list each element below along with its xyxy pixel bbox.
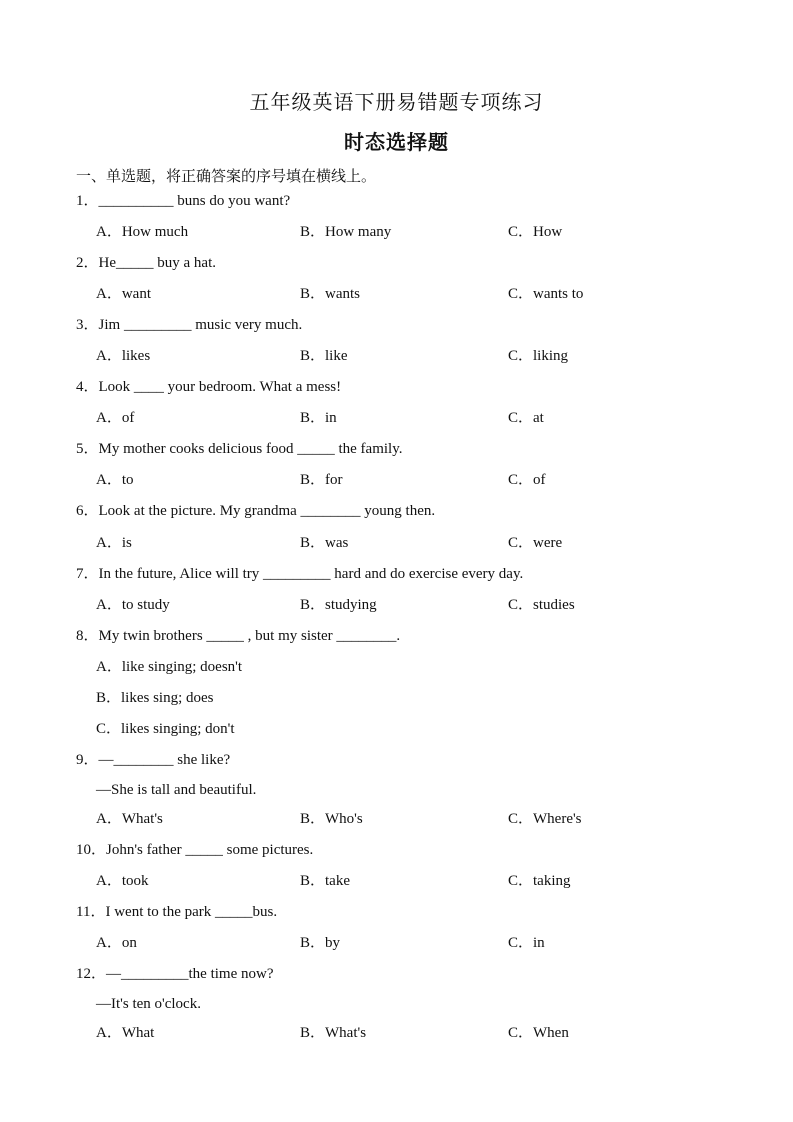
option-b: B．studying — [300, 597, 377, 613]
option-a: A．What's — [96, 811, 163, 827]
question-text: —_________the time now? — [106, 966, 274, 982]
option-c: C．in — [508, 935, 545, 951]
question-8 — [76, 627, 400, 645]
question-5 — [76, 440, 403, 458]
question-text: I went to the park _____bus. — [105, 904, 278, 920]
question-6 — [76, 502, 435, 520]
option-b: B．wants — [300, 286, 361, 302]
option-c: C．were — [508, 535, 563, 551]
question-text: He_____ buy a hat. — [98, 255, 216, 271]
question-text: __________ buns do you want? — [98, 193, 291, 209]
option-c: C．When — [508, 1025, 569, 1041]
question-2 — [76, 254, 216, 272]
option-b: B．What's — [300, 1025, 367, 1041]
page-title: 五年级英语下册易错题专项练习 — [249, 92, 544, 114]
question-number: 2． — [76, 255, 99, 271]
option-a: A．What — [96, 1025, 155, 1041]
question-number: 11． — [76, 904, 106, 920]
option-b: B．in — [300, 410, 337, 426]
option-c: C．taking — [508, 873, 571, 889]
question-text: John's father _____ some pictures. — [106, 842, 314, 858]
option-b: B．take — [300, 873, 350, 889]
option-a: A．of — [96, 410, 135, 426]
option-b: B．was — [300, 535, 349, 551]
option-c: C．studies — [508, 597, 575, 613]
section-heading: 一、单选题，将正确答案的序号填在横线上。 — [76, 169, 377, 185]
option-c: C．at — [508, 410, 544, 426]
question-number: 12． — [76, 966, 107, 982]
option-b: B．by — [300, 935, 341, 951]
option-c: C．Where's — [508, 811, 582, 827]
option-a: A．to study — [96, 597, 170, 613]
question-number: 9． — [76, 752, 99, 768]
question-text: My mother cooks delicious food _____ the family. — [98, 441, 403, 457]
option-a: A．to — [96, 472, 134, 488]
question-text: Jim _________ music very much. — [98, 317, 303, 333]
option-c: C．wants to — [508, 286, 584, 302]
question-9 — [76, 751, 230, 769]
question-number: 6． — [76, 503, 99, 519]
option-c: C．likes singing; don't — [96, 721, 235, 737]
question-number: 10． — [76, 842, 107, 858]
option-a: A．took — [96, 873, 149, 889]
option-c: C．How — [508, 224, 563, 240]
option-b: B．likes sing; does — [96, 690, 214, 706]
option-a: A．on — [96, 935, 137, 951]
option-a: A．is — [96, 535, 132, 551]
option-c: C．liking — [508, 348, 569, 364]
question-4 — [76, 378, 341, 396]
dialogue-reply: —She is tall and beautiful. — [96, 782, 257, 798]
question-12 — [76, 965, 274, 983]
question-number: 4． — [76, 379, 99, 395]
question-number: 1． — [76, 193, 99, 209]
question-number: 3． — [76, 317, 99, 333]
question-11 — [76, 903, 277, 921]
option-a: A．How much — [96, 224, 189, 240]
question-text: —________ she like? — [98, 752, 231, 768]
page-subtitle: 时态选择题 — [344, 132, 449, 154]
question-3 — [76, 316, 302, 334]
option-b: B．How many — [300, 224, 392, 240]
question-1 — [76, 192, 290, 210]
option-a: A．want — [96, 286, 151, 302]
question-text: In the future, Alice will try _________ hard and do exercise every day. — [98, 566, 524, 582]
option-a: A．likes — [96, 348, 151, 364]
option-a: A．like singing; doesn't — [96, 659, 243, 675]
option-b: B．like — [300, 348, 348, 364]
question-number: 7． — [76, 566, 99, 582]
question-number: 8． — [76, 628, 99, 644]
question-text: Look at the picture. My grandma ________ young then. — [98, 503, 436, 519]
question-number: 5． — [76, 441, 99, 457]
option-b: B．for — [300, 472, 343, 488]
option-c: C．of — [508, 472, 546, 488]
dialogue-reply: —It's ten o'clock. — [96, 996, 201, 1012]
question-10 — [76, 841, 313, 859]
question-text: Look ____ your bedroom. What a mess! — [98, 379, 342, 395]
question-7 — [76, 565, 523, 583]
question-text: My twin brothers _____ , but my sister ________. — [98, 628, 401, 644]
option-b: B．Who's — [300, 811, 363, 827]
